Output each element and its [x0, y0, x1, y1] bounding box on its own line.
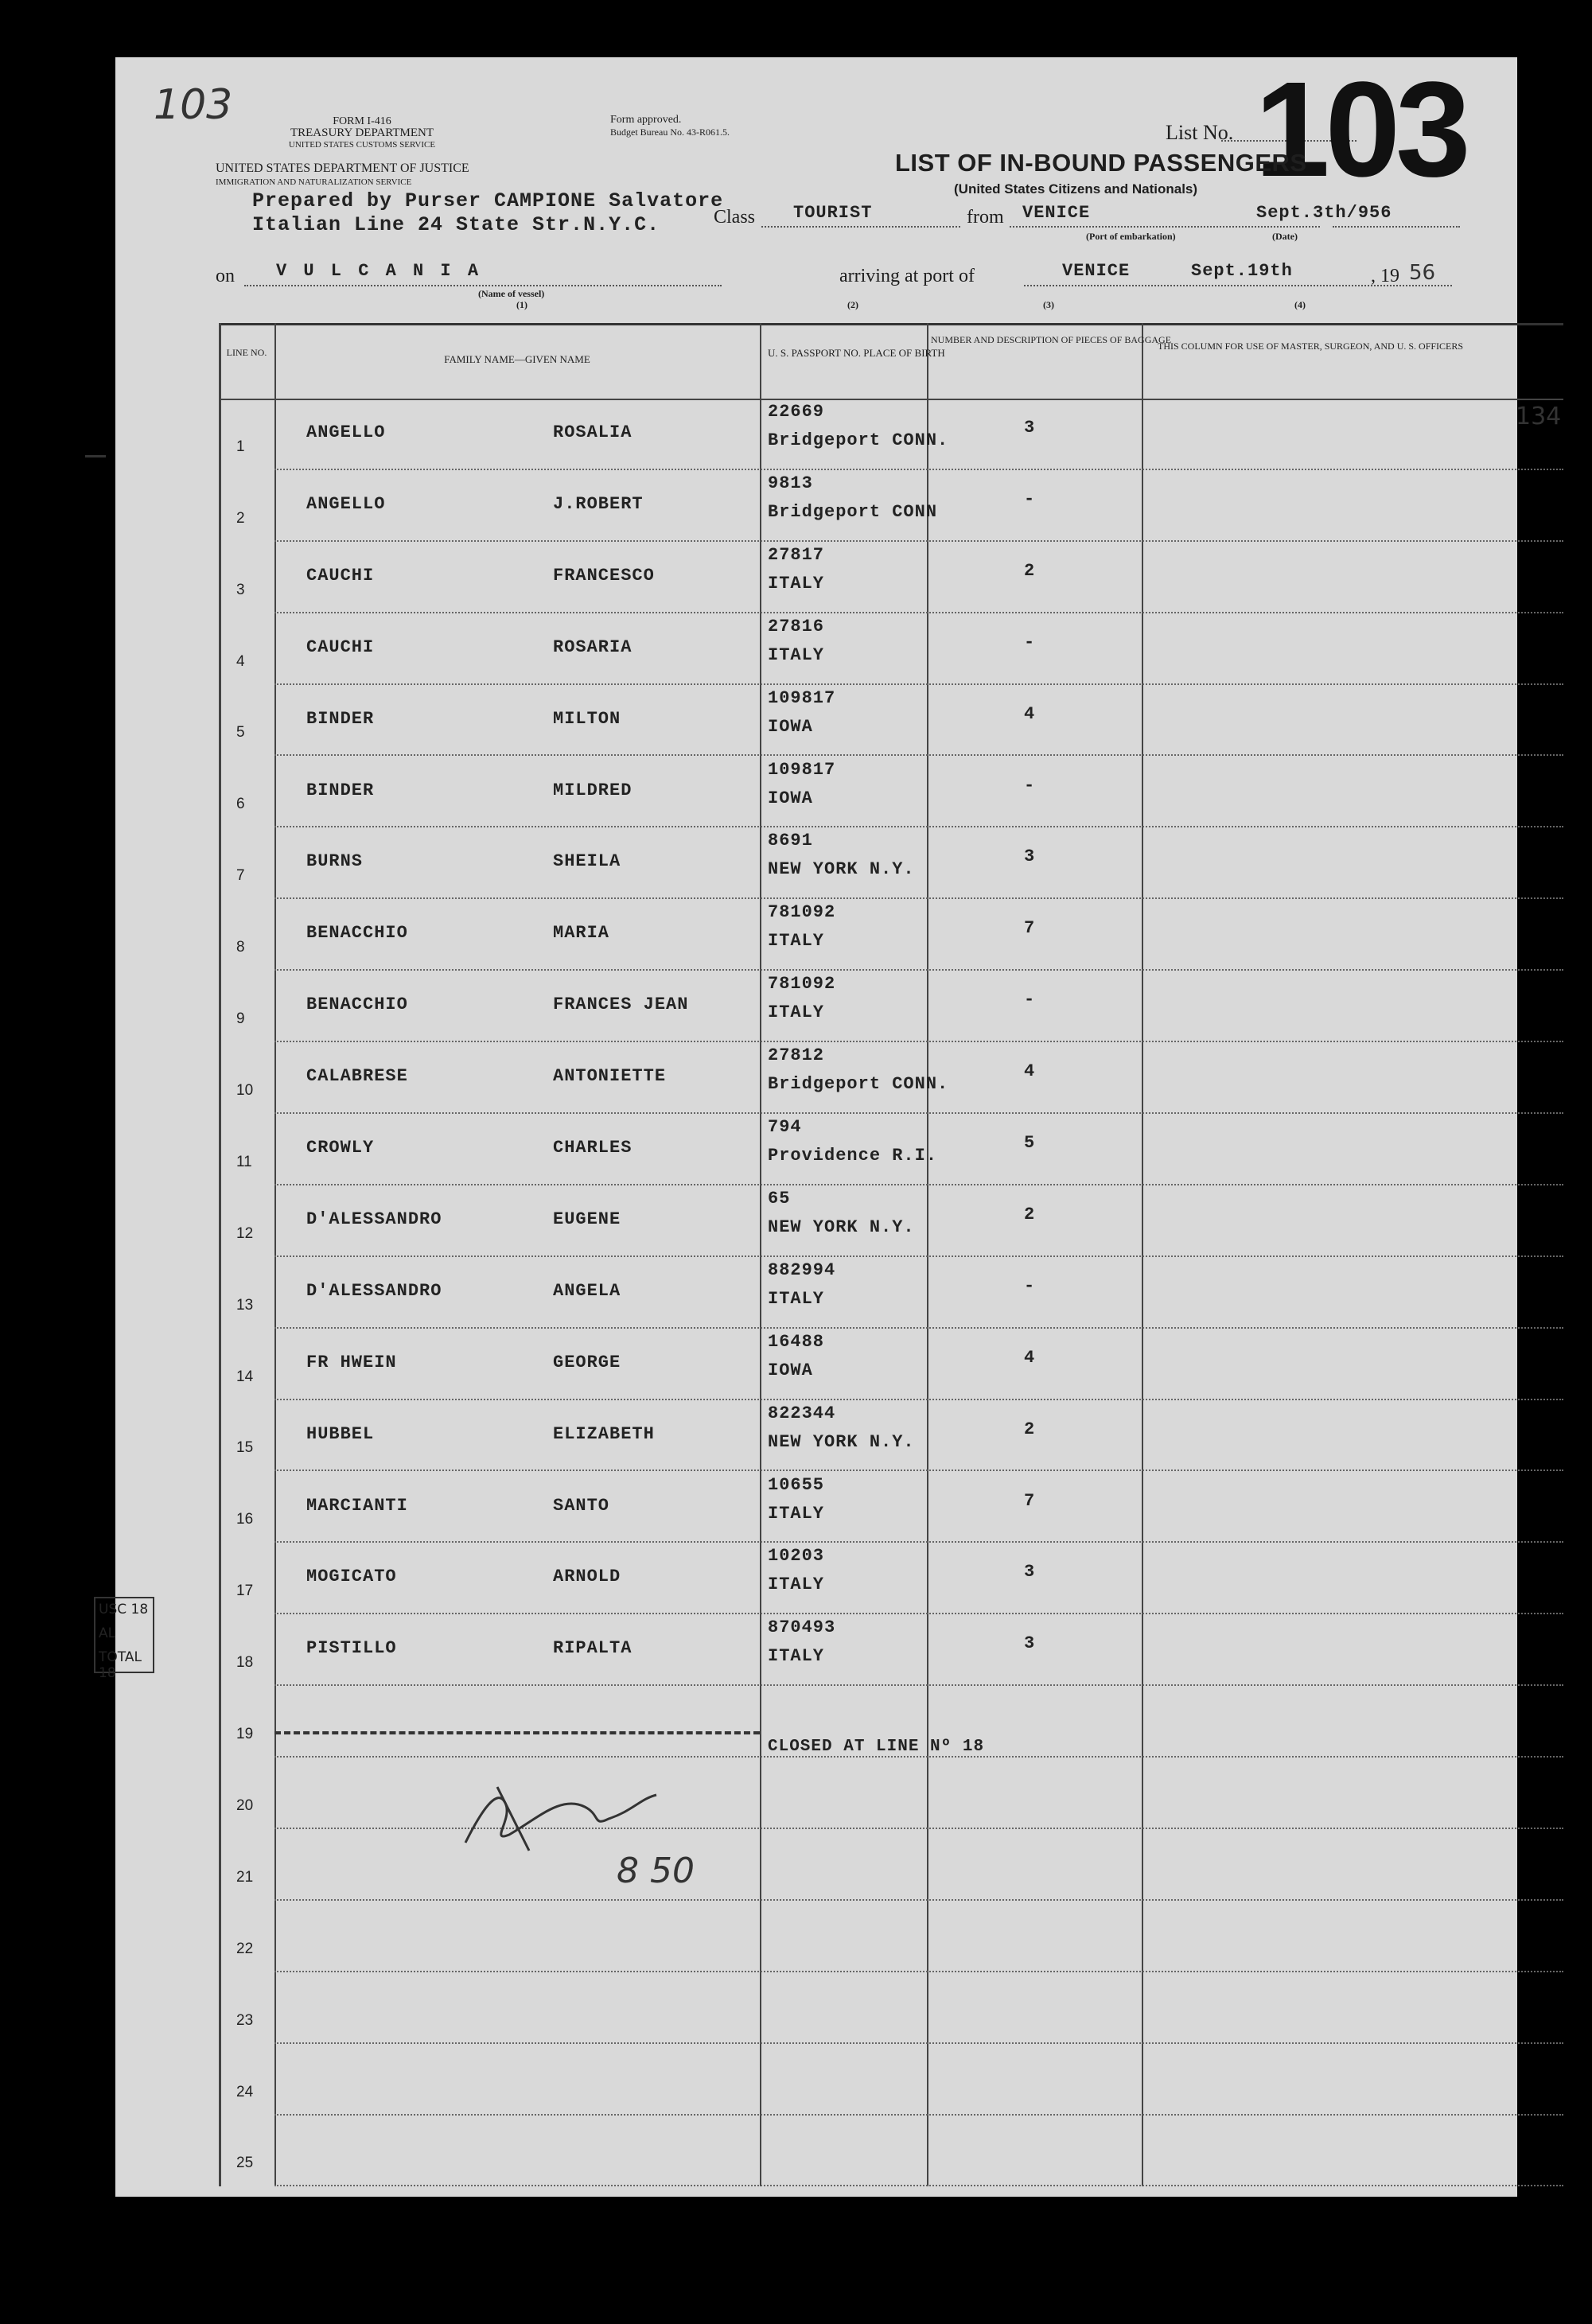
line-number: 24: [236, 2083, 254, 2100]
line-number: 17: [236, 1582, 254, 1600]
col-header-officers: THIS COLUMN FOR USE OF MASTER, SURGEON, AND U. S. OFFICERS: [1158, 341, 1464, 352]
col-header-passport: U. S. PASSPORT NO. PLACE OF BIRTH: [768, 347, 945, 359]
caption-2: (2): [847, 299, 858, 310]
officer-note: 134: [1516, 403, 1562, 430]
place-of-birth: IOWA: [768, 716, 813, 737]
caption-4: (4): [1294, 299, 1306, 310]
from-label: from: [967, 207, 1004, 228]
date-caption: (Date): [1272, 231, 1298, 242]
vessel-caption-num: (1): [516, 299, 527, 310]
place-of-birth: ITALY: [768, 1575, 825, 1595]
passport-number: 109817: [768, 687, 836, 708]
line-number: 1: [236, 438, 245, 455]
treasury-label: TREASURY DEPARTMENT: [290, 127, 434, 139]
line-number: 16: [236, 1511, 254, 1528]
baggage-count: 2: [1024, 1419, 1036, 1439]
table-row: [219, 1400, 1563, 1472]
table-row: [219, 827, 1563, 899]
family-name: BINDER: [306, 780, 375, 800]
passport-number: 27817: [768, 544, 825, 565]
table-row: [219, 1614, 1563, 1686]
col-header-line-no: LINE NO.: [226, 347, 267, 358]
line-number: 8: [236, 939, 245, 956]
list-no-label: List No.: [1166, 121, 1234, 144]
arrival-year: 56: [1409, 261, 1436, 285]
closed-note: CLOSED AT LINE Nº 18: [768, 1738, 985, 1756]
given-name: J.ROBERT: [553, 493, 644, 514]
vessel-caption: (Name of vessel): [478, 288, 545, 299]
passport-number: 870493: [768, 1617, 836, 1638]
vessel-name: V U L C A N I A: [276, 261, 482, 281]
place-of-birth: Providence R.I.: [768, 1146, 938, 1166]
family-name: HUBBEL: [306, 1423, 375, 1444]
stamp-total: TOTAL 18: [99, 1649, 142, 1681]
table-row: [219, 470, 1563, 542]
place-of-birth: ITALY: [768, 1002, 825, 1023]
table-row: [219, 1543, 1563, 1614]
passport-number: 9813: [768, 473, 813, 493]
line-number: 14: [236, 1368, 254, 1385]
place-of-birth: ITALY: [768, 644, 825, 665]
baggage-count: 4: [1024, 1347, 1036, 1368]
line-number: 4: [236, 652, 245, 670]
line-number: 20: [236, 1797, 254, 1814]
baggage-count: -: [1024, 489, 1036, 509]
baggage-count: 3: [1024, 1633, 1036, 1654]
place-of-birth: Bridgeport CONN.: [768, 1074, 949, 1095]
prepared-by: Prepared by Purser CAMPIONE Salvatore: [252, 189, 724, 212]
total-stamp: [94, 1597, 154, 1681]
place-of-birth: ITALY: [768, 1503, 825, 1524]
stamp-al: AL: [99, 1625, 116, 1641]
line-number: 22: [236, 1940, 254, 1957]
table-row: [219, 1257, 1563, 1329]
given-name: SANTO: [553, 1495, 610, 1516]
family-name: CALABRESE: [306, 1066, 408, 1087]
table-row: [219, 757, 1563, 828]
line-number: 2: [236, 509, 245, 527]
shipping-company: Italian Line 24 State Str.N.Y.C.: [252, 213, 660, 236]
customs-label: UNITED STATES CUSTOMS SERVICE: [288, 140, 436, 150]
passport-number: 22669: [768, 402, 825, 422]
baggage-count: -: [1024, 990, 1036, 1010]
place-of-birth: ITALY: [768, 1288, 825, 1309]
line-number: 6: [236, 796, 245, 813]
given-name: ELIZABETH: [553, 1423, 655, 1444]
family-name: MARCIANTI: [306, 1495, 408, 1516]
baggage-count: 4: [1024, 1061, 1036, 1082]
table-row: [219, 2044, 1563, 2116]
passport-number: 8691: [768, 831, 813, 851]
family-name: CROWLY: [306, 1138, 375, 1158]
row-divider: [274, 2185, 1563, 2186]
baggage-count: 5: [1024, 1133, 1036, 1153]
table-row: [219, 1829, 1563, 1901]
place-of-birth: NEW YORK N.Y.: [768, 1431, 915, 1452]
embarkation-port: VENICE: [1022, 203, 1091, 223]
family-name: BURNS: [306, 851, 364, 872]
line-number: 15: [236, 1439, 254, 1457]
class-value: TOURIST: [793, 203, 873, 223]
family-name: BINDER: [306, 708, 375, 729]
line-number: 12: [236, 1224, 254, 1242]
place-of-birth: Bridgeport CONN.: [768, 430, 949, 450]
family-name: BENACCHIO: [306, 995, 408, 1015]
given-name: RIPALTA: [553, 1638, 633, 1659]
table-row: [219, 685, 1563, 757]
baggage-count: 7: [1024, 1490, 1036, 1511]
list-subtitle: (United States Citizens and Nationals): [954, 181, 1198, 197]
passport-number: 27816: [768, 616, 825, 636]
baggage-count: 2: [1024, 1204, 1036, 1224]
place-of-birth: IOWA: [768, 788, 813, 808]
given-name: ROSARIA: [553, 636, 633, 657]
passport-number: 781092: [768, 902, 836, 923]
table-row: [219, 899, 1563, 971]
family-name: PISTILLO: [306, 1638, 397, 1659]
given-name: ROSALIA: [553, 422, 633, 442]
place-of-birth: NEW YORK N.Y.: [768, 859, 915, 880]
line-number: 5: [236, 724, 245, 742]
table-row: [219, 1472, 1563, 1543]
baggage-count: 3: [1024, 1562, 1036, 1582]
given-name: EUGENE: [553, 1209, 621, 1229]
baggage-count: 7: [1024, 918, 1036, 939]
given-name: FRANCESCO: [553, 565, 655, 586]
arriving-label: arriving at port of: [839, 266, 975, 286]
line-number: 7: [236, 867, 245, 885]
baggage-count: 3: [1024, 847, 1036, 867]
family-name: D'ALESSANDRO: [306, 1209, 442, 1229]
table-row: [219, 613, 1563, 685]
place-of-birth: ITALY: [768, 1646, 825, 1667]
line-number: 25: [236, 2155, 254, 2172]
family-name: ANGELLO: [306, 422, 386, 442]
table-row: [219, 1114, 1563, 1185]
family-name: CAUCHI: [306, 565, 375, 586]
list-title: LIST OF IN-BOUND PASSENGERS: [895, 149, 1307, 177]
family-name: FR HWEIN: [306, 1352, 397, 1372]
family-name: D'ALESSANDRO: [306, 1280, 442, 1301]
arrival-date: Sept.19th: [1191, 261, 1293, 281]
table-row: [219, 399, 1563, 470]
baggage-count: 3: [1024, 418, 1036, 438]
passport-number: 10203: [768, 1546, 825, 1567]
table-row: [219, 1972, 1563, 2044]
place-of-birth: Bridgeport CONN: [768, 501, 938, 522]
given-name: SHEILA: [553, 851, 621, 872]
passport-number: 27812: [768, 1045, 825, 1066]
table-row: [219, 1185, 1563, 1257]
line-number: 23: [236, 2011, 254, 2029]
passenger-table: [219, 323, 1563, 2217]
passport-number: 882994: [768, 1259, 836, 1280]
budget-bureau: Budget Bureau No. 43-R061.5.: [610, 127, 730, 138]
given-name: GEORGE: [553, 1352, 621, 1372]
table-row: [219, 971, 1563, 1042]
table-row: [219, 1901, 1563, 1972]
form-approved: Form approved.: [610, 114, 682, 126]
passport-number: 109817: [768, 759, 836, 780]
line-number: 10: [236, 1081, 254, 1099]
passport-number: 781092: [768, 974, 836, 995]
baggage-count: 2: [1024, 560, 1036, 581]
table-row: [219, 1329, 1563, 1400]
ins-label: IMMIGRATION AND NATURALIZATION SERVICE: [216, 177, 412, 187]
given-name: FRANCES JEAN: [553, 995, 689, 1015]
line-number: 3: [236, 581, 245, 598]
passport-number: 65: [768, 1188, 791, 1209]
list-number: 103: [1255, 54, 1466, 205]
family-name: MOGICATO: [306, 1567, 397, 1587]
col-header-name: FAMILY NAME—GIVEN NAME: [444, 353, 590, 365]
family-name: CAUCHI: [306, 636, 375, 657]
given-name: ANGELA: [553, 1280, 621, 1301]
passport-number: 16488: [768, 1331, 825, 1352]
departure-date: Sept.3th/956: [1256, 203, 1392, 223]
place-of-birth: ITALY: [768, 573, 825, 594]
place-of-birth: NEW YORK N.Y.: [768, 1216, 915, 1237]
stamp-usc: USC 18: [99, 1602, 149, 1617]
given-name: ANTONIETTE: [553, 1066, 667, 1087]
arrival-port: VENICE: [1062, 261, 1131, 281]
baggage-count: 4: [1024, 703, 1036, 724]
family-name: BENACCHIO: [306, 923, 408, 944]
on-label: on: [216, 266, 235, 286]
passport-number: 822344: [768, 1403, 836, 1423]
given-name: MARIA: [553, 923, 610, 944]
margin-mark: [85, 455, 106, 457]
table-row: [219, 542, 1563, 613]
table-row: [219, 1758, 1563, 1829]
line-number: 13: [236, 1296, 254, 1314]
col-header-baggage: NUMBER AND DESCRIPTION OF PIECES OF BAGGAGE: [931, 334, 1172, 345]
passport-number: 794: [768, 1117, 802, 1137]
baggage-count: -: [1024, 1275, 1036, 1296]
line-number: 21: [236, 1868, 254, 1886]
caption-3: (3): [1043, 299, 1054, 310]
table-row: [219, 2116, 1563, 2187]
port-caption: (Port of embarkation): [1086, 231, 1176, 242]
given-name: MILTON: [553, 708, 621, 729]
baggage-count: -: [1024, 632, 1036, 652]
handwritten-page-number: 103: [154, 81, 233, 129]
baggage-count: -: [1024, 775, 1036, 796]
line-number: 9: [236, 1010, 245, 1028]
class-label: Class: [714, 207, 756, 228]
year-prefix: , 19: [1371, 266, 1399, 286]
line-number: 18: [236, 1654, 254, 1672]
family-name: ANGELLO: [306, 493, 386, 514]
doj-label: UNITED STATES DEPARTMENT OF JUSTICE: [216, 162, 469, 175]
place-of-birth: IOWA: [768, 1360, 813, 1380]
form-label: FORM I-416: [333, 115, 391, 127]
given-name: CHARLES: [553, 1138, 633, 1158]
signature-note: 8 50: [617, 1851, 695, 1891]
passport-number: 10655: [768, 1474, 825, 1495]
given-name: MILDRED: [553, 780, 633, 800]
line-number: 11: [236, 1153, 252, 1170]
line-number: 19: [236, 1726, 254, 1743]
table-row: [219, 1042, 1563, 1114]
manifest-sheet: [99, 54, 1562, 2197]
place-of-birth: ITALY: [768, 931, 825, 952]
given-name: ARNOLD: [553, 1567, 621, 1587]
